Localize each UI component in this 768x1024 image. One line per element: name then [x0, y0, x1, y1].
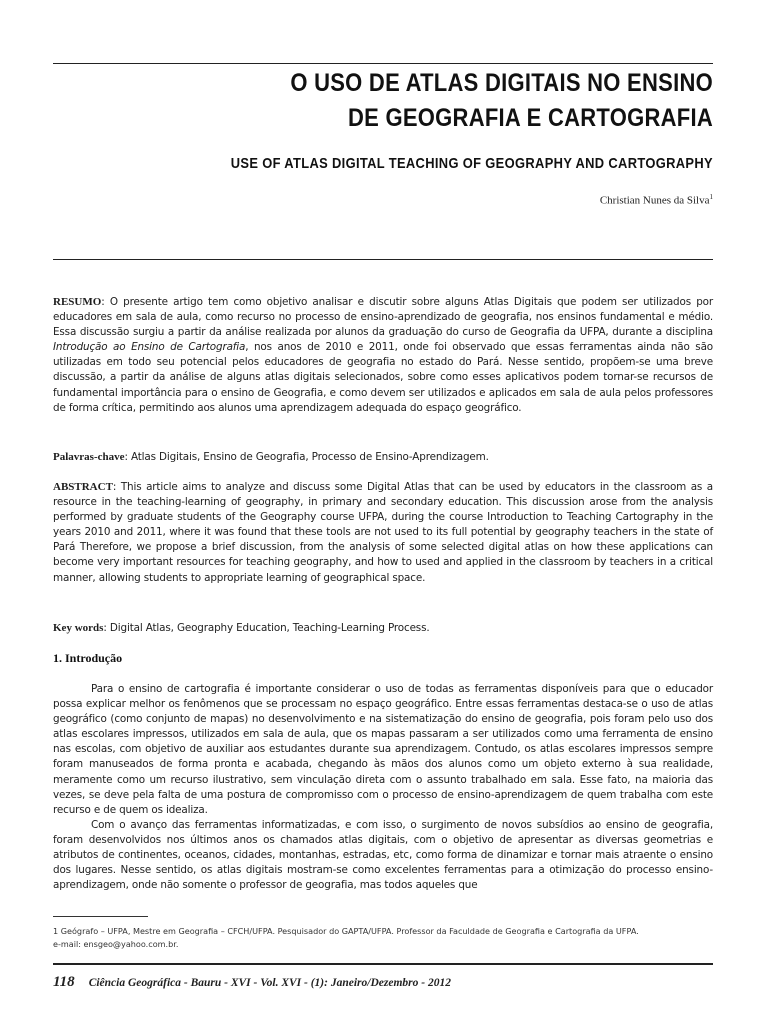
author-line — [600, 193, 713, 207]
abstract-label: ABSTRACT — [53, 481, 113, 493]
header-divider-rule — [53, 259, 713, 260]
article-title — [185, 66, 713, 136]
palavras-chave-paragraph — [53, 450, 713, 465]
top-rule — [53, 63, 713, 64]
resumo-text-start: : O presente artigo tem como objetivo analisar e discutir sobre alguns Atlas Digitais que podem ser utilizados por educadores em sala de aula, como recurso no processo de ensino-aprendizado de geografia, nos ensinos fundamental e médio. Essa discussão surgiu a partir da análise realizada por alunos da graduação do curso de Geografia da UFPA, durante a disciplina — [53, 296, 713, 339]
footnote-separator — [53, 916, 148, 917]
intro-paragraph-2: Com o avanço das ferramentas informatizadas, e com isso, o surgimento de novos subsídios ao ensino de geografia, foram desenvolvidos nos últimos anos os chamados atlas digitais, com o objetivo de apresentar as diversas geometrias e atributos de continentes, oceanos, cidades, montanhas, estradas, etc, como forma de dinamizar e tornar mais atraente o ensino dos lugares. Nesse sentido, os atlas digitais mostram-se como excelentes ferramentas para a otimização do processo ensino-aprendizagem, onde não somente o professor de geografia, mas todos aqueles que — [53, 818, 713, 892]
resumo-course-name: Introdução ao Ensino de Cartografia — [53, 341, 246, 354]
abstract-paragraph — [53, 480, 713, 586]
resumo-label: RESUMO — [53, 296, 102, 308]
resumo-paragraph — [53, 295, 713, 416]
author-footnote-marker: 1 — [709, 193, 713, 201]
footnote-line-1: 1 Geógrafo – UFPA, Mestre em Geografia – CFCH/UFPA. Pesquisador do GAPTA/UFPA. Professor da Faculdade de Geografia e Cartografia da UFPA. — [53, 926, 639, 936]
key-words-text: : Digital Atlas, Geography Education, Teaching-Learning Process. — [103, 622, 430, 634]
author-name: Christian Nunes da Silva — [599, 194, 710, 207]
footnote — [53, 925, 713, 950]
palavras-chave-text: : Atlas Digitais, Ensino de Geografia, Processo de Ensino-Aprendizagem. — [124, 451, 489, 463]
title-line-1: O USO DE ATLAS DIGITAIS NO ENSINO — [290, 69, 713, 97]
page-footer — [53, 973, 451, 991]
key-words-label: Key words — [53, 622, 104, 634]
journal-citation: Ciência Geográfica - Bauru - XVI - Vol. XVI - (1): Janeiro/Dezembro - 2012 — [88, 977, 451, 989]
title-line-2: DE GEOGRAFIA E CARTOGRAFIA — [348, 104, 713, 132]
page-number: 118 — [53, 974, 75, 990]
section-heading-introducao: 1. Introdução — [53, 651, 123, 665]
introduction-body — [53, 682, 713, 893]
footnote-email-line: e-mail: ensgeo@yahoo.com.br. — [53, 938, 179, 949]
palavras-chave-label: Palavras-chave — [53, 451, 125, 463]
resumo-text-end: , nos anos de 2010 e 2011, onde foi observado que essas ferramentas ainda não são utilizadas em todo seu potencial pelos educadores de geografia no estado do Pará. Nesse sentido, propõem-se uma breve discussão, a partir da análise de alguns atlas digitais selecionados, sobre como esses aplicativos podem tornar-se recursos de fundamental importância para o ensino de Geografia, e como devem ser utilizados e aplicados em sala de aula pelos professores de forma crítica, permitindo aos alunos uma aprendizagem adequada do espaço geográfico. — [53, 341, 713, 414]
intro-paragraph-1: Para o ensino de cartografia é importante considerar o uso de todas as ferramentas disponíveis para que o educador possa explicar melhor os fenômenos que se processam no espaço geográfico. Entre essas ferramentas destaca-se o uso de atlas geográfico (como conjunto de mapas) no desenvolvimento e na sistematização do ensino de geografia, pois foram pelo uso dos atlas escolares impressos, utilizados em sala de aula, que os mapas passaram a ser utilizados como uma ferramenta de ensino nas escolas, com objetivo de auxiliar aos estudantes durante sua aprendizagem. Contudo, os atlas escolares impressos sempre foram manuseados de forma pronta e acabada, chegando às mãos dos alunos como um objeto externo à sua realidade, meramente como um recurso ilustrativo, sem vinculação direta com o assunto trabalhado em sala. Esse fato, na maioria das vezes, se deve pela falta de uma postura de compromisso com o processo de ensino-aprendizagem de quem trabalha com este recurso e de quem os idealiza. — [53, 683, 713, 816]
abstract-text: : This article aims to analyze and discuss some Digital Atlas that can be used by educators in the classroom as a resource in the teaching-learning of geography, in primary and secondary education. This discussion arose from the analysis performed by graduate students of the Geography course UFPA, during the course Introduction to Teaching Cartography in the years 2010 and 2011, where it was found that these tools are not used to its full potential by geography teachers in the state of Pará Therefore, we propose a brief discussion, from the analysis of some selected digital atlas on how these applications can become very important resources for teaching geography, and how to used and applied in the classroom by teachers in a critical manner, allowing students to appropriate learning of geographical space. — [53, 481, 713, 584]
footer-rule — [53, 963, 713, 965]
key-words-paragraph — [53, 621, 713, 636]
article-subtitle: USE OF ATLAS DIGITAL TEACHING OF GEOGRAPHY AND CARTOGRAPHY — [230, 155, 713, 172]
